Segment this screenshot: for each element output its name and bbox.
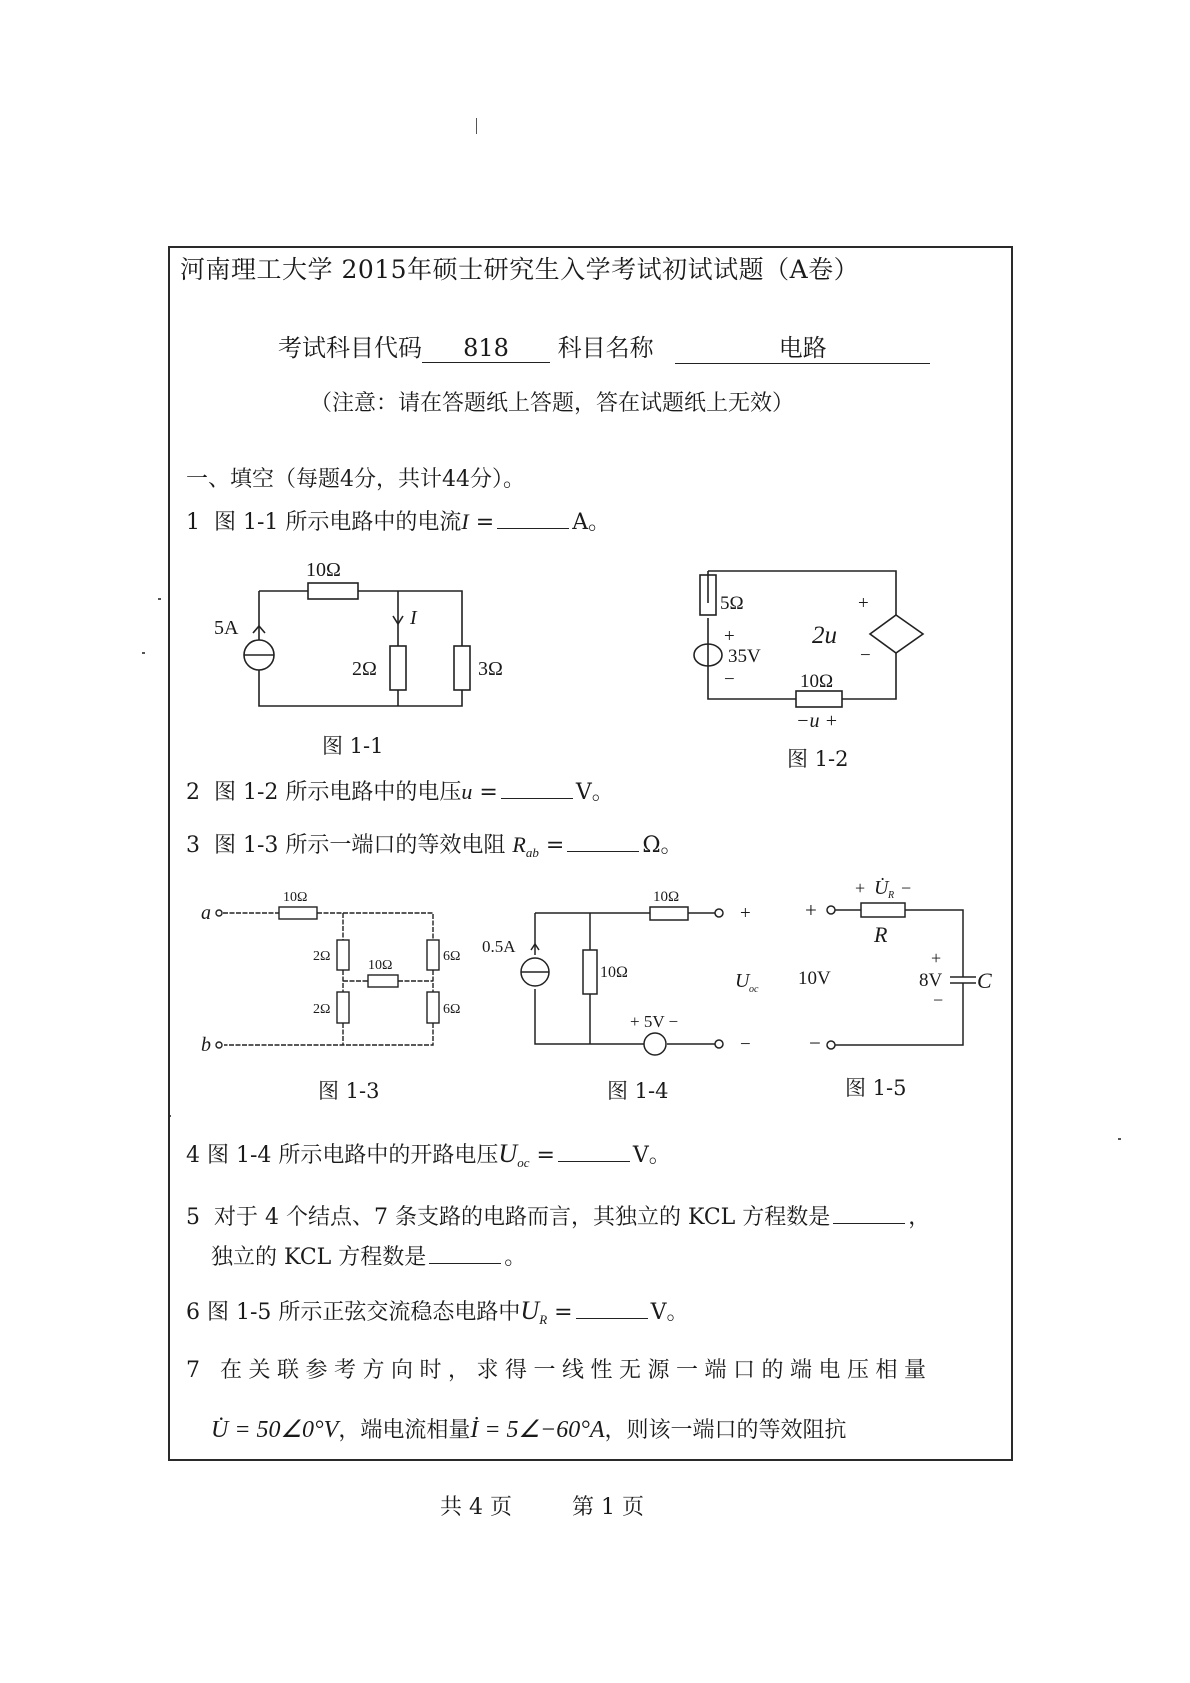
question-text: 图 1-5 所示正弦交流稳态电路中 [207, 1300, 521, 1325]
question-text: 图 1-4 所示电路中的开路电压 [207, 1143, 499, 1168]
equals: = [529, 1143, 555, 1168]
caption-fig-1-5: 图 1-5 [845, 1076, 907, 1100]
question-6 [186, 1295, 688, 1328]
answer-blank[interactable] [497, 527, 569, 529]
variable: U [498, 1139, 518, 1168]
answer-blank[interactable] [501, 797, 573, 799]
variable-subscript: R [539, 1312, 548, 1328]
subject-code: 818 [422, 334, 550, 363]
label-in-minus: − [809, 1031, 821, 1055]
label-current: I [410, 607, 417, 629]
terminal-b[interactable] [216, 1042, 222, 1048]
question-3 [186, 828, 683, 861]
label-plus: + [724, 626, 735, 647]
terminal-plus[interactable] [715, 909, 723, 917]
question-7 [186, 1353, 933, 1384]
label-dep-plus: + [858, 593, 869, 614]
label-r-top: 10Ω [283, 890, 308, 905]
question-text: 对于 4 个结点、7 条支路的电路而言，其独立的 KCL 方程数是 [214, 1205, 831, 1230]
node-b: b [201, 1034, 211, 1056]
label-u: −u + [796, 710, 838, 732]
voltage-source [644, 1033, 666, 1055]
exam-note: （注意：请在答题纸上答题，答在试题纸上无效） [310, 391, 795, 416]
label-r-mid: 2Ω [352, 658, 377, 680]
label-r-l1: 2Ω [313, 949, 331, 964]
question-text: 图 1-1 所示电路中的电流 [214, 510, 462, 535]
question-text: 独立的 KCL 方程数是 [211, 1245, 427, 1270]
variable: U [520, 1296, 540, 1325]
subject-name: 电路 [675, 328, 930, 364]
wire [835, 910, 963, 1045]
punctuation: 。 [504, 1245, 527, 1270]
label-uoc: U [735, 970, 750, 992]
label-ur-minus: − [901, 878, 912, 898]
label-ur-sub: R [888, 890, 895, 901]
label-r-right: 3Ω [478, 658, 503, 680]
resistor-10ohm-bridge [368, 975, 398, 987]
resistor-10ohm-top [279, 907, 317, 919]
label-r-mid: 10Ω [368, 958, 393, 973]
label-minus: − [740, 1034, 751, 1055]
question-number: 7 [186, 1358, 207, 1383]
variable: u [461, 779, 473, 804]
label-vsrc: + 5V − [630, 1012, 679, 1031]
resistor-10ohm [308, 583, 358, 599]
unit: A。 [572, 510, 611, 535]
unit: V。 [650, 1300, 689, 1325]
answer-blank[interactable] [567, 850, 639, 852]
caption-fig-1-2: 图 1-2 [787, 747, 849, 771]
question-text: 图 1-3 所示一端口的等效电阻 [214, 833, 506, 858]
resistor-2ohm-lower [337, 992, 349, 1023]
label-vsrc: 35V [728, 646, 761, 667]
label-c: C [977, 968, 992, 993]
question-number: 3 [186, 833, 200, 858]
scan-mark [142, 652, 145, 654]
resistor-2ohm [390, 646, 406, 690]
resistor-10ohm-shunt [583, 950, 597, 994]
label-r-top: 10Ω [306, 559, 341, 581]
variable-subscript: oc [517, 1155, 530, 1171]
equals: = [547, 1300, 573, 1325]
resistor-r [861, 903, 905, 917]
question-number: 1 [186, 510, 200, 535]
section-title: 一、填空（每题4分，共计44分）。 [186, 467, 525, 492]
unit: V。 [632, 1143, 671, 1168]
label-r-series: 10Ω [653, 889, 680, 905]
question-7-line-2 [211, 1413, 847, 1444]
label-vc-minus: − [933, 990, 944, 1010]
subject-code-label: 考试科目代码 [278, 334, 422, 362]
answer-blank[interactable] [429, 1262, 501, 1264]
wire [259, 591, 462, 706]
label-r-r1: 6Ω [443, 949, 461, 964]
dependent-source [870, 615, 923, 653]
total-pages: 共 4 页 [440, 1495, 512, 1520]
label-uoc-sub: oc [749, 984, 759, 995]
label-vin: 10V [798, 968, 831, 989]
label-isrc: 0.5A [482, 937, 516, 956]
figure-1-2 [690, 535, 950, 735]
scan-mark [158, 598, 161, 600]
terminal-minus[interactable] [715, 1040, 723, 1048]
answer-blank[interactable] [576, 1317, 648, 1319]
label-ur: U̇ [874, 877, 889, 899]
label-r-shunt: 10Ω [600, 964, 628, 981]
resistor-2ohm-upper [337, 940, 349, 970]
figure-1-1 [200, 540, 530, 725]
equals: = [538, 833, 565, 858]
question-5 [186, 1200, 930, 1231]
resistor-6ohm-lower [427, 992, 439, 1023]
answer-blank[interactable] [558, 1160, 630, 1162]
resistor-3ohm [454, 646, 470, 690]
label-dep-minus: − [860, 645, 871, 666]
question-1 [186, 505, 610, 536]
question-text: 在关联参考方向时，求得一线性无源一端口的端电压相量 [220, 1358, 933, 1383]
question-number: 5 [186, 1205, 200, 1230]
label-source: 5A [214, 617, 239, 639]
label-r: R [874, 922, 888, 947]
label-in-plus: + [805, 898, 817, 922]
caption-fig-1-3: 图 1-3 [318, 1079, 380, 1103]
voltage-phasor: U̇ = 50∠0°V [211, 1417, 339, 1443]
variable-subscript: ab [525, 845, 539, 861]
question-number: 2 [186, 780, 200, 805]
label-r-left: 5Ω [720, 593, 744, 614]
current-page: 第 1 页 [571, 1495, 644, 1520]
label-minus: − [724, 669, 735, 690]
label-ur-plus: + [855, 878, 866, 898]
answer-blank[interactable] [833, 1222, 905, 1224]
question-text: 图 1-2 所示电路中的电压 [214, 780, 462, 805]
label-r-l2: 2Ω [313, 1002, 331, 1017]
variable: I [461, 509, 469, 534]
question-number: 6 [186, 1300, 200, 1325]
figure-1-3 [201, 880, 475, 1065]
figure-1-5 [795, 877, 1005, 1065]
equals: = [472, 780, 498, 805]
unit: V。 [575, 780, 614, 805]
question-2 [186, 775, 614, 806]
node-a: a [201, 902, 211, 924]
label-r-r2: 6Ω [443, 1002, 461, 1017]
terminal-minus[interactable] [827, 1041, 835, 1049]
question-5-line-2 [211, 1240, 526, 1271]
question-4 [186, 1138, 671, 1171]
current-phasor: İ = 5∠−60°A [470, 1417, 605, 1443]
label-r-bottom: 10Ω [800, 671, 834, 692]
terminal-plus[interactable] [827, 906, 835, 914]
page-footer [440, 1490, 644, 1521]
resistor-10ohm-series [650, 907, 688, 920]
caption-fig-1-1: 图 1-1 [322, 734, 384, 758]
wire [223, 913, 433, 1045]
exam-title: 河南理工大学 2015年硕士研究生入学考试初试试题（A卷） [180, 255, 860, 284]
label-plus: + [740, 903, 751, 924]
resistor-6ohm-upper [427, 940, 439, 970]
unit: Ω。 [642, 833, 683, 858]
question-text: ，端电流相量 [338, 1418, 471, 1443]
label-vc-plus: + [931, 948, 942, 968]
label-vc: 8V [919, 970, 943, 991]
subject-line [278, 328, 930, 364]
terminal-a[interactable] [216, 910, 222, 916]
variable: R [512, 832, 526, 857]
equals: = [468, 510, 495, 535]
question-text: ，则该一端口的等效阻抗 [604, 1418, 847, 1443]
resistor-10ohm [796, 691, 842, 707]
scan-mark [1118, 1138, 1121, 1140]
label-dep: 2u [812, 622, 837, 649]
question-number: 4 [186, 1143, 200, 1168]
figure-1-4 [482, 880, 770, 1065]
punctuation: ， [908, 1205, 931, 1230]
scan-mark [476, 118, 477, 134]
subject-name-label: 科目名称 [557, 334, 654, 362]
caption-fig-1-4: 图 1-4 [607, 1079, 669, 1103]
